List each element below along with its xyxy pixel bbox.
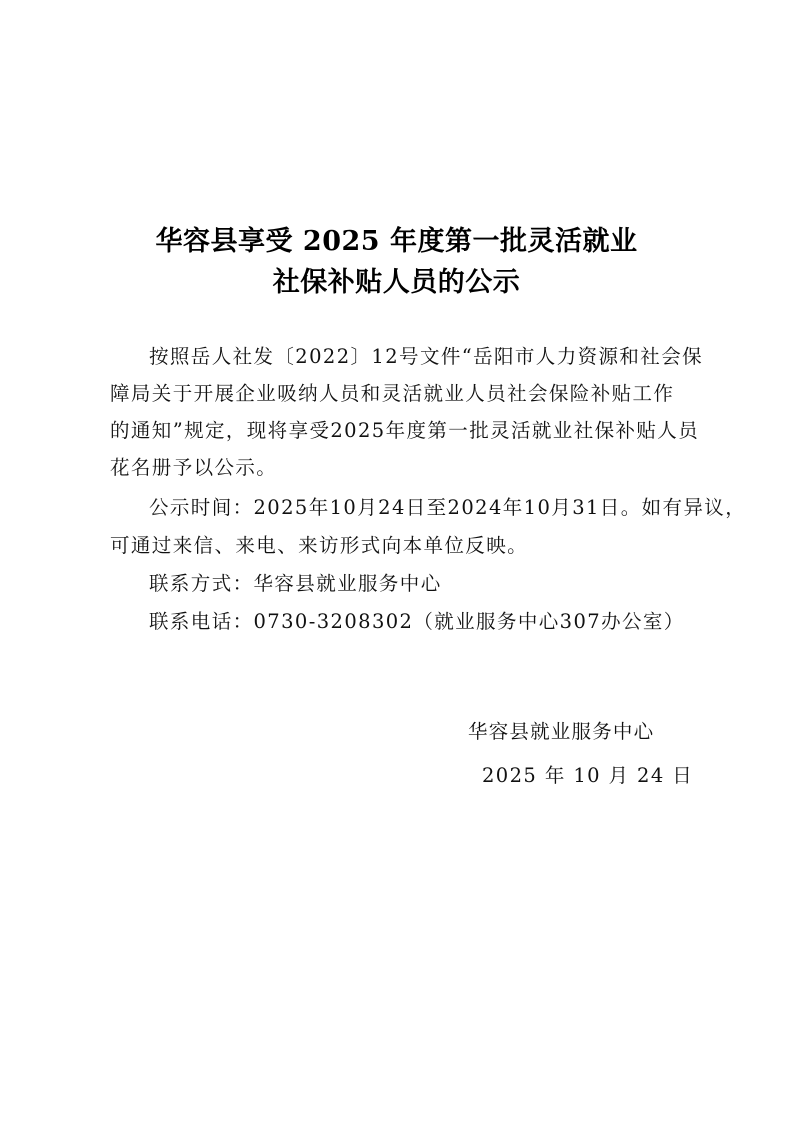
signature-organization: 华容县就业服务中心 (468, 720, 655, 743)
paragraph-1-line-1: 按照岳人社发〔2022〕12号文件“岳阳市人力资源和社会保 (149, 345, 704, 368)
contact-phone: 联系电话：0730-3208302（就业服务中心307办公室） (149, 610, 685, 633)
paragraph-1-line-3: 的通知”规定，现将享受2025年度第一批灵活就业社保补贴人员 (110, 419, 700, 442)
signature-date: 2025 年 10 月 24 日 (482, 764, 694, 787)
document-title-line-1: 华容县享受 2025 年度第一批灵活就业 (155, 226, 638, 257)
paragraph-1-line-4: 花名册予以公示。 (110, 456, 278, 479)
paragraph-1-line-2: 障局关于开展企业吸纳人员和灵活就业人员社会保险补贴工作 (110, 382, 675, 405)
contact-method: 联系方式：华容县就业服务中心 (149, 572, 442, 595)
document-title-line-2: 社保补贴人员的公示 (272, 267, 521, 298)
publicity-period-line-2: 可通过来信、来电、来访形式向本单位反映。 (110, 534, 529, 557)
publicity-period-line-1: 公示时间：2025年10月24日至2024年10月31日。如有异议， (149, 496, 747, 519)
